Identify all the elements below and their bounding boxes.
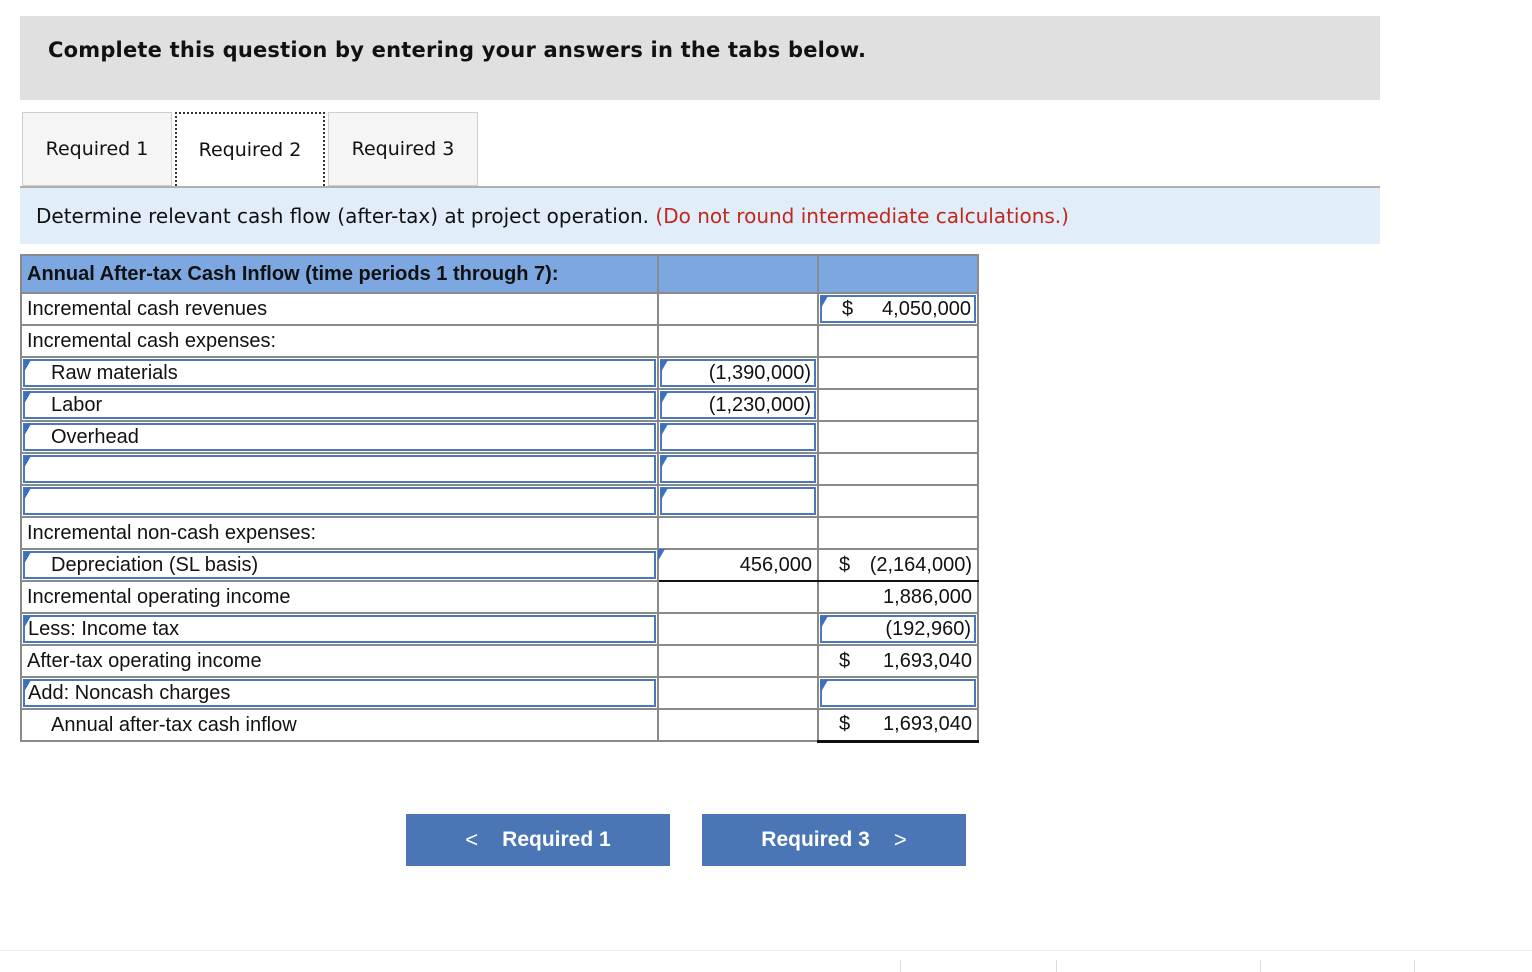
depreciation-amount: 456,000 <box>658 549 818 581</box>
table-row <box>21 293 978 325</box>
table-row <box>21 549 978 581</box>
tab-required-3[interactable]: Required 3 <box>328 112 478 186</box>
overhead-amount-input[interactable] <box>660 423 816 451</box>
input-marker-icon <box>661 392 668 404</box>
input-marker-icon <box>24 456 31 468</box>
raw-materials-label-input[interactable] <box>23 359 656 387</box>
overhead-label-cell <box>21 421 658 453</box>
blank-label-cell <box>21 453 658 485</box>
instructions-header <box>20 16 1380 100</box>
blank-amount-input[interactable] <box>660 487 816 515</box>
input-marker-icon <box>24 680 31 692</box>
empty-cell <box>818 389 978 421</box>
input-marker-icon <box>24 552 31 564</box>
noncash-charges-total-input[interactable] <box>820 679 976 707</box>
empty-cell <box>658 677 818 709</box>
table-row <box>21 325 978 357</box>
table-row <box>21 421 978 453</box>
operating-income-total: 1,886,000 <box>818 581 978 613</box>
labor-amount-input[interactable] <box>660 391 816 419</box>
input-marker-icon <box>24 488 31 500</box>
operating-income-label: Incremental operating income <box>21 581 658 613</box>
table-row <box>21 517 978 549</box>
table-row <box>21 677 978 709</box>
noncash-charges-label: Add: Noncash charges <box>28 681 231 704</box>
input-marker-icon <box>658 549 665 561</box>
input-marker-icon <box>821 616 828 628</box>
footer-divider-tick <box>1056 960 1057 972</box>
depreciation-total-cell <box>818 549 978 581</box>
income-tax-label-cell <box>21 613 658 645</box>
raw-materials-amount-input[interactable] <box>660 359 816 387</box>
currency-symbol: $ <box>839 553 851 576</box>
table-row <box>21 709 978 741</box>
after-tax-income-total-cell <box>818 645 978 677</box>
revenues-total-value: 4,050,000 <box>882 297 971 320</box>
empty-cell <box>658 581 818 613</box>
empty-cell <box>818 357 978 389</box>
noncash-expenses-label: Incremental non-cash expenses: <box>21 517 658 549</box>
table-row <box>21 389 978 421</box>
annual-inflow-total-cell <box>818 709 978 741</box>
input-marker-icon <box>821 296 828 308</box>
after-tax-income-label: After-tax operating income <box>21 645 658 677</box>
empty-cell <box>658 709 818 741</box>
empty-cell <box>658 325 818 357</box>
blank-amount-cell <box>658 453 818 485</box>
raw-materials-label-cell <box>21 357 658 389</box>
noncash-charges-label-input[interactable] <box>23 679 656 707</box>
table-row <box>21 485 978 517</box>
empty-cell <box>658 517 818 549</box>
input-marker-icon <box>821 680 828 692</box>
instruction-note: (Do not round intermediate calculations.) <box>655 204 1069 228</box>
footer-divider <box>0 950 1532 951</box>
next-button-label: Required 3 <box>761 828 870 851</box>
input-marker-icon <box>24 424 31 436</box>
tab-required-2[interactable]: Required 2 <box>175 112 325 186</box>
table-row <box>21 645 978 677</box>
depreciation-label-cell <box>21 549 658 581</box>
table-header-cell <box>818 255 978 293</box>
empty-cell <box>818 421 978 453</box>
blank-amount-cell <box>658 485 818 517</box>
instruction-bar <box>20 188 1380 244</box>
table-row <box>21 581 978 613</box>
revenues-total-cell <box>818 293 978 325</box>
labor-label: Labor <box>51 393 103 416</box>
overhead-amount-cell <box>658 421 818 453</box>
empty-cell <box>818 517 978 549</box>
empty-cell <box>658 613 818 645</box>
instruction-text: Determine relevant cash flow (after-tax) at project operation. <box>36 204 650 228</box>
depreciation-total: (2,164,000) <box>869 553 972 576</box>
labor-amount: (1,230,000) <box>708 393 811 416</box>
after-tax-income-total: 1,693,040 <box>883 649 972 672</box>
currency-symbol: $ <box>839 649 851 672</box>
annual-inflow-label: Annual after-tax cash inflow <box>21 709 658 741</box>
overhead-label: Overhead <box>51 425 139 448</box>
noncash-charges-total-cell <box>818 677 978 709</box>
labor-amount-cell <box>658 389 818 421</box>
input-marker-icon <box>24 360 31 372</box>
labor-label-input[interactable] <box>23 391 656 419</box>
noncash-charges-label-cell <box>21 677 658 709</box>
footer-divider-tick <box>1414 960 1415 972</box>
income-tax-label-input[interactable] <box>23 615 656 643</box>
tab-required-1[interactable]: Required 1 <box>22 112 172 186</box>
chevron-right-icon: > <box>893 827 907 852</box>
table-header-row <box>21 255 978 293</box>
input-marker-icon <box>24 616 31 628</box>
cash-flow-table <box>20 254 979 743</box>
empty-cell <box>818 325 978 357</box>
table-row <box>21 613 978 645</box>
raw-materials-amount: (1,390,000) <box>708 361 811 384</box>
income-tax-label: Less: Income tax <box>28 617 180 640</box>
revenues-label: Incremental cash revenues <box>21 293 658 325</box>
header-title: Complete this question by entering your answers in the tabs below. <box>48 38 867 62</box>
blank-label-cell <box>21 485 658 517</box>
depreciation-label: Depreciation (SL basis) <box>51 553 259 576</box>
currency-symbol: $ <box>842 297 854 320</box>
blank-label-input[interactable] <box>23 487 656 515</box>
input-marker-icon <box>24 392 31 404</box>
table-header-label: Annual After-tax Cash Inflow (time periods 1 through 7): <box>21 255 658 293</box>
empty-cell <box>818 485 978 517</box>
prev-button-label: Required 1 <box>502 828 611 851</box>
annual-inflow-total: 1,693,040 <box>883 713 972 736</box>
overhead-label-input[interactable] <box>23 423 656 451</box>
currency-symbol: $ <box>839 713 851 736</box>
empty-cell <box>658 645 818 677</box>
footer-divider-tick <box>900 960 901 972</box>
next-required-3-button[interactable] <box>702 814 966 866</box>
table-header-cell <box>658 255 818 293</box>
input-marker-icon <box>661 424 668 436</box>
input-marker-icon <box>661 360 668 372</box>
depreciation-label-input[interactable] <box>23 551 656 579</box>
income-tax-total-input[interactable] <box>820 615 976 643</box>
raw-materials-amount-cell <box>658 357 818 389</box>
input-marker-icon <box>661 456 668 468</box>
table-row <box>21 453 978 485</box>
revenues-total-input[interactable] <box>820 295 976 323</box>
prev-required-1-button[interactable] <box>406 814 670 866</box>
labor-label-cell <box>21 389 658 421</box>
chevron-left-icon: < <box>465 827 479 852</box>
cash-expenses-label: Incremental cash expenses: <box>21 325 658 357</box>
empty-cell <box>818 453 978 485</box>
input-marker-icon <box>661 488 668 500</box>
raw-materials-label: Raw materials <box>51 361 178 384</box>
table-row <box>21 357 978 389</box>
income-tax-total: (192,960) <box>885 617 971 640</box>
blank-amount-input[interactable] <box>660 455 816 483</box>
income-tax-total-cell <box>818 613 978 645</box>
empty-cell <box>658 293 818 325</box>
footer-divider-tick <box>1260 960 1261 972</box>
blank-label-input[interactable] <box>23 455 656 483</box>
